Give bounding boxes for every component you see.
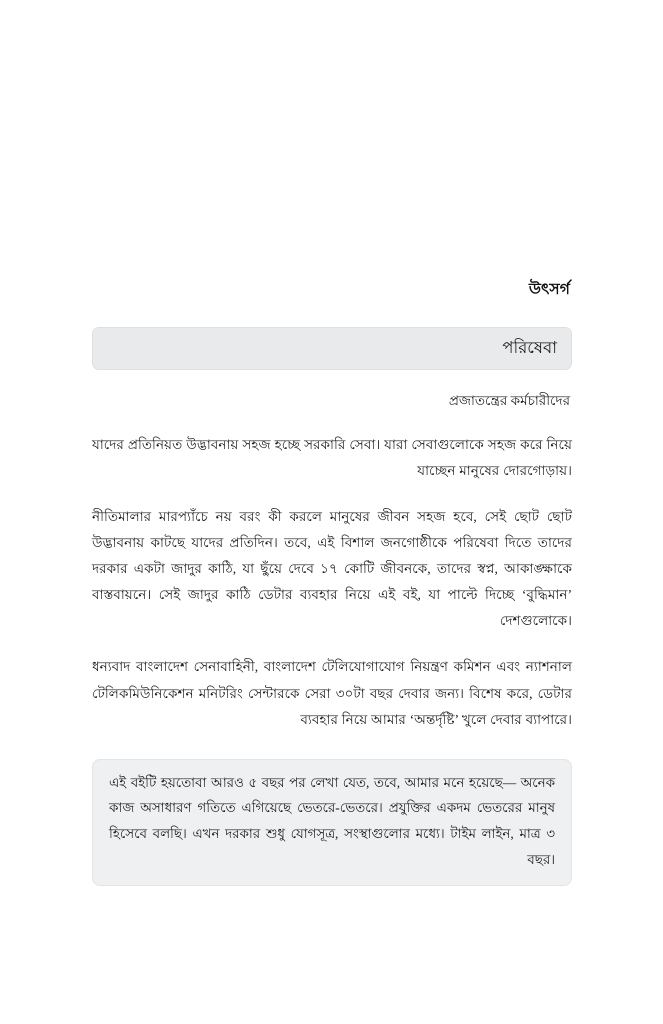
body-paragraph-3: ধন্যবাদ বাংলাদেশ সেনাবাহিনী, বাংলাদেশ টেলিযোগাযোগ নিয়ন্ত্রণ কমিশন এবং ন্যাশনাল টেলিকমিউনিকেশন মনিটরিং সেন্টারকে সেরা ৩০টা বছর দেবার জন্য। বিশেষ করে, ডেটার ব্যবহার নিয়ে আমার ‘অন্তর্দৃষ্টি’ খুলে দেবার ব্যাপারে। [92, 659, 572, 727]
body-paragraph-1: যাদের প্রতিনিয়ত উদ্ভাবনায় সহজ হচ্ছে সরকারি সেবা। যারা সেবাগুলোকে সহজ করে নিয়ে যাচ্ছেন মানুষের দোরগোড়ায়। [92, 436, 572, 478]
callout-lead-text: পরিষেবা [502, 338, 557, 358]
closing-note-text: এই বইটি হয়তোবা আরও ৫ বছর পর লেখা যেত, তবে, আমার মনে হয়েছে— অনেক কাজ অসাধারণ গতিতে এগিয়েছে ভেতরে-ভেতরে। প্রযুক্তির একদম ভেতরের মানুষ হিসেবে বলছি। এখন দরকার শুধু যোগসূত্র, সংস্থাগুলোর মধ্যে। টাইম লাইন, মাত্র ৩ বছর। [109, 774, 555, 867]
dedication-subtitle: প্রজাতন্ত্রের কর্মচারীদের [448, 393, 570, 409]
dedication-content [92, 278, 572, 886]
page-title: উৎসর্গ [528, 281, 570, 298]
service-callout-box [92, 327, 572, 370]
body-paragraph-2: নীতিমালার মারপ্যাঁচে নয় বরং কী করলে মানুষের জীবন সহজ হবে, সেই ছোট ছোট উদ্ভাবনায় কাটছে যাদের প্রতিদিন। তবে, এই বিশাল জনগোষ্ঠীকে পরিষেবা দিতে তাদের দরকার একটা জাদুর কাঠি, যা ছুঁয়ে দেবে ১৭ কোটি জীবনকে, তাদের স্বপ্ন, আকাঙ্ক্ষাকে বাস্তবায়নে। সেই জাদুর কাঠি ডেটার ব্যবহার নিয়ে এই বই, যা পাল্টে দিচ্ছে ‘বুদ্ধিমান’ দেশগুলোকে। [92, 508, 572, 629]
closing-note-box [92, 759, 572, 886]
